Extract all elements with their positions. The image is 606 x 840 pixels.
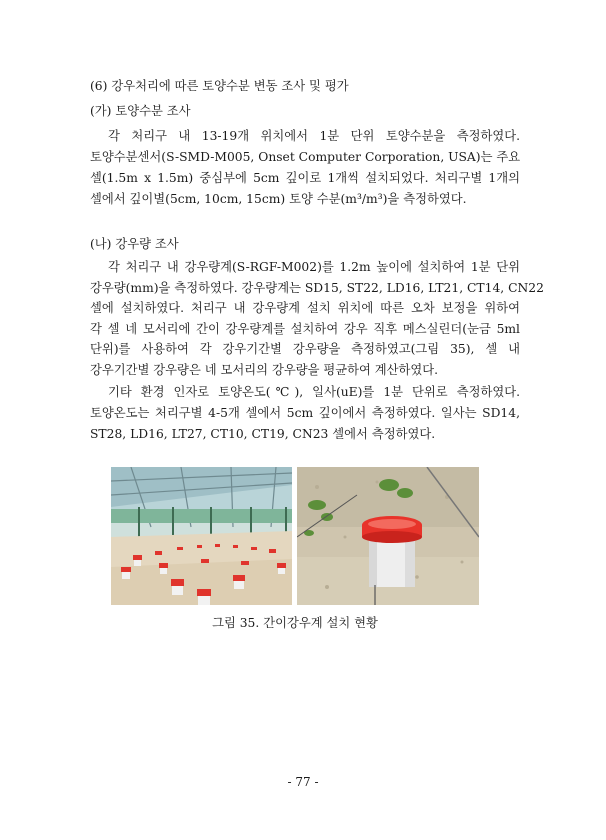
subsection-heading-rainfall: (나) 강우량 조사 <box>90 237 179 251</box>
section-heading: (6) 강우처리에 따른 토양수분 변동 조사 및 평가 <box>90 79 349 93</box>
subsection-heading-soil-moisture: (가) 토양수분 조사 <box>90 104 191 118</box>
paragraph-line: ST28, LD16, LT27, CT10, CT19, CN23 셀에서 측정하였다. <box>90 427 436 441</box>
paragraph-line: 셀에서 깊이별(5cm, 10cm, 15cm) 토양 수분(m³/m³)을 측정하였다. <box>90 192 467 206</box>
paragraph-line: 단위)를 사용하여 각 강우기간별 강우량을 측정하였고(그림 35), 셀 내 <box>90 342 520 356</box>
paragraph-line: 각 처리구 내 강우량계(S-RGF-M002)를 1.2m 높이에 설치하여 1분 단위 <box>108 260 520 274</box>
paragraph-line: 각 셀 네 모서리에 간이 강우량계를 설치하여 강우 직후 메스실린더(눈금 5ml <box>90 322 520 336</box>
paragraph-line: 강우기간별 강우량은 네 모서리의 강우량을 평균하여 계산하였다. <box>90 363 439 377</box>
page-number: - 77 - <box>287 775 319 789</box>
paragraph-line: 셀(1.5m x 1.5m) 중심부에 5cm 깊이로 1개씩 설치되었다. 처리구별 1개의 <box>90 171 520 185</box>
paragraph-line: 토양수분센서(S-SMD-M005, Onset Computer Corporation, USA)는 주요 <box>90 150 521 164</box>
paragraph-line: 강우량(mm)을 측정하였다. 강우량계는 SD15, ST22, LD16, LT21, CT14, CN22 <box>90 281 544 295</box>
photo-simple-rain-gauge-closeup <box>297 467 479 605</box>
photo-greenhouse-rain-gauges <box>111 467 292 605</box>
paragraph-line: 각 처리구 내 13-19개 위치에서 1분 단위 토양수분을 측정하였다. <box>108 129 520 143</box>
paragraph-line: 토양온도는 처리구별 4-5개 셀에서 5cm 깊이에서 측정하였다. 일사는 SD14, <box>90 406 520 420</box>
paragraph-line: 셀에 설치하였다. 처리구 내 강우량계 설치 위치에 따른 오차 보정을 위하여 <box>90 301 520 315</box>
figure-caption: 그림 35. 간이강우계 설치 현황 <box>212 616 378 630</box>
paragraph-line: 기타 환경 인자로 토양온도(℃), 일사(uE)를 1분 단위로 측정하였다. <box>108 385 520 399</box>
